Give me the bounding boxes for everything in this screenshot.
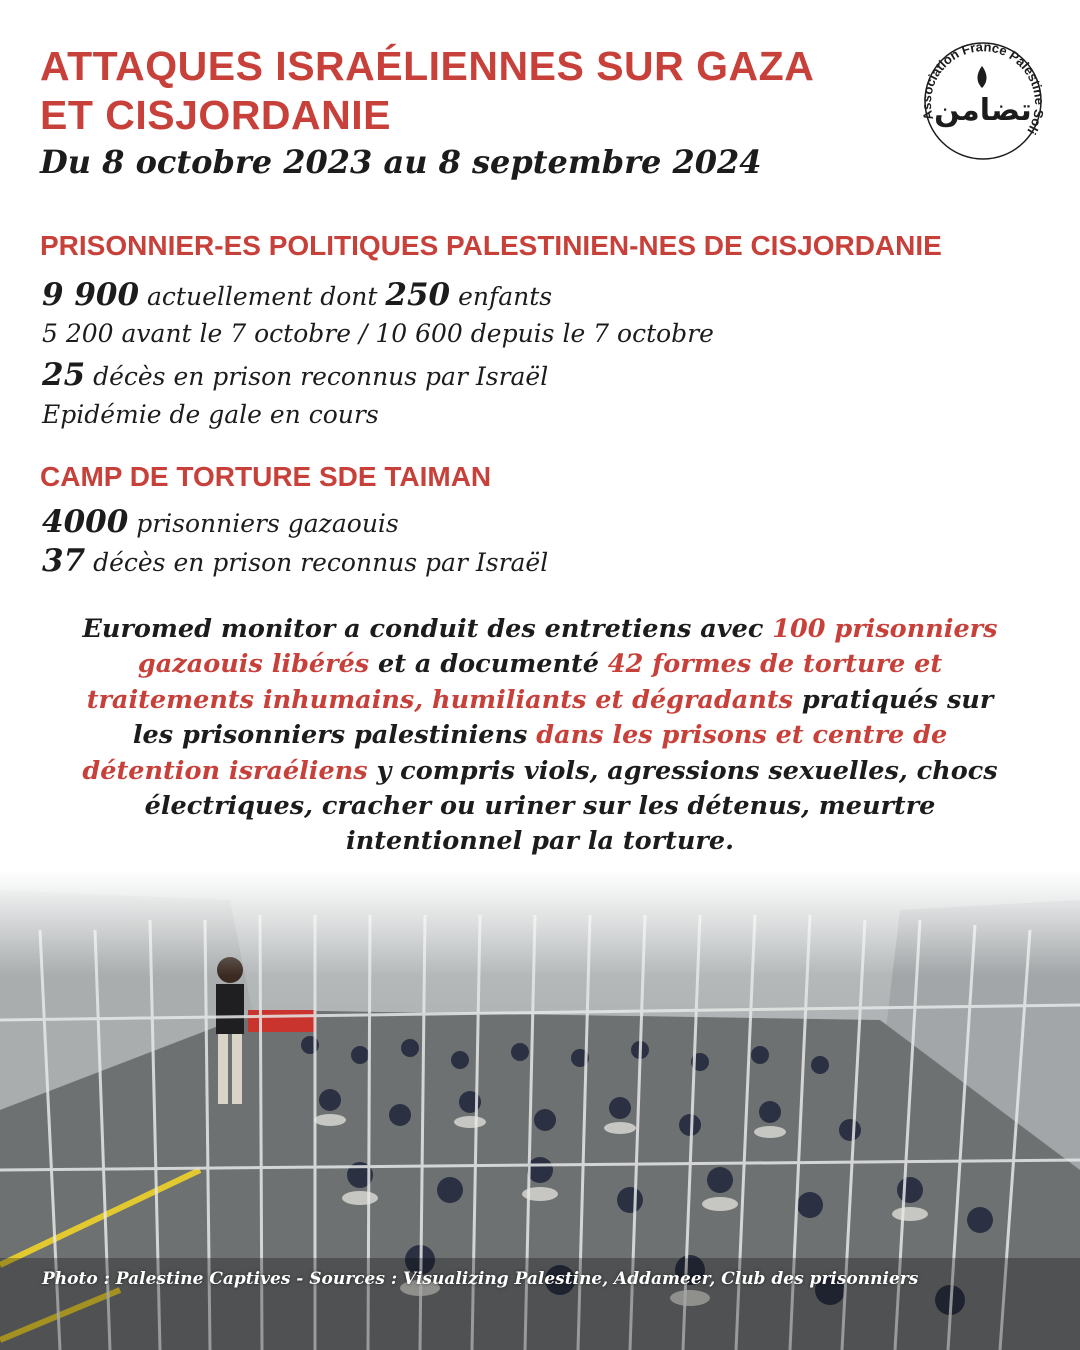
stat-text: décès en prison reconnus par Israël xyxy=(85,548,549,577)
stat-text: enfants xyxy=(450,282,553,311)
stat-line-epidemic: Epidémie de gale en cours xyxy=(42,400,379,429)
section-heading-political-prisoners: PRISONNIER-ES POLITIQUES PALESTINIEN-NES DE CISJORDANIE xyxy=(40,230,942,261)
stat-text: décès en prison reconnus par Israël xyxy=(85,362,549,391)
stat-line-before-after: 5 200 avant le 7 octobre / 10 600 depuis le 7 octobre xyxy=(42,319,714,348)
photo-credit: Photo : Palestine Captives - Sources : Visualizing Palestine, Addameer, Club des prisonniers xyxy=(42,1269,919,1289)
stat-number: 37 xyxy=(42,543,86,579)
para-text: y compris viols, agressions sexuelles, chocs électriques, cracher ou uriner sur les détenus, meurtre intentionnel par la torture. xyxy=(144,755,998,857)
stat-line-gaza-prisoners xyxy=(42,504,399,542)
olive-flame-icon xyxy=(978,66,987,88)
stat-number: 9 900 xyxy=(42,277,140,313)
stat-number: 4000 xyxy=(42,504,129,540)
logo-arc-text: Association France Palestine Soli xyxy=(918,39,1048,138)
para-text: et a documenté xyxy=(369,649,608,680)
para-text: Euromed monitor a conduit des entretiens avec xyxy=(82,614,773,644)
stat-text: actuellement dont xyxy=(139,282,386,311)
stat-number: 25 xyxy=(42,357,86,393)
stat-line-sde-deaths xyxy=(42,543,548,581)
euromed-paragraph xyxy=(70,612,1010,860)
stat-text: prisonniers gazaouis xyxy=(128,509,399,538)
para-highlight: 100 prisonniers gazaouis libérés xyxy=(137,614,998,680)
stat-line-deaths xyxy=(42,357,548,395)
para-text: pratiqués sur les prisonniers palestiniens xyxy=(132,684,994,751)
stat-line-current-prisoners xyxy=(42,277,552,315)
para-highlight: dans les prisons et centre de détention israéliens xyxy=(82,720,948,786)
section-heading-sde-taiman: CAMP DE TORTURE SDE TAIMAN xyxy=(40,461,492,492)
stat-number: 250 xyxy=(385,277,451,313)
afps-logo xyxy=(918,36,1048,166)
date-range-subtitle: Du 8 octobre 2023 au 8 septembre 2024 xyxy=(40,143,762,181)
para-highlight: 42 formes de torture et traitements inhumains, humiliants et dégradants xyxy=(86,649,943,715)
page-title: ATTAQUES ISRAÉLIENNES SUR GAZA ET CISJORDANIE xyxy=(40,43,813,138)
logo-arabic-text: تضامن xyxy=(934,93,1032,128)
